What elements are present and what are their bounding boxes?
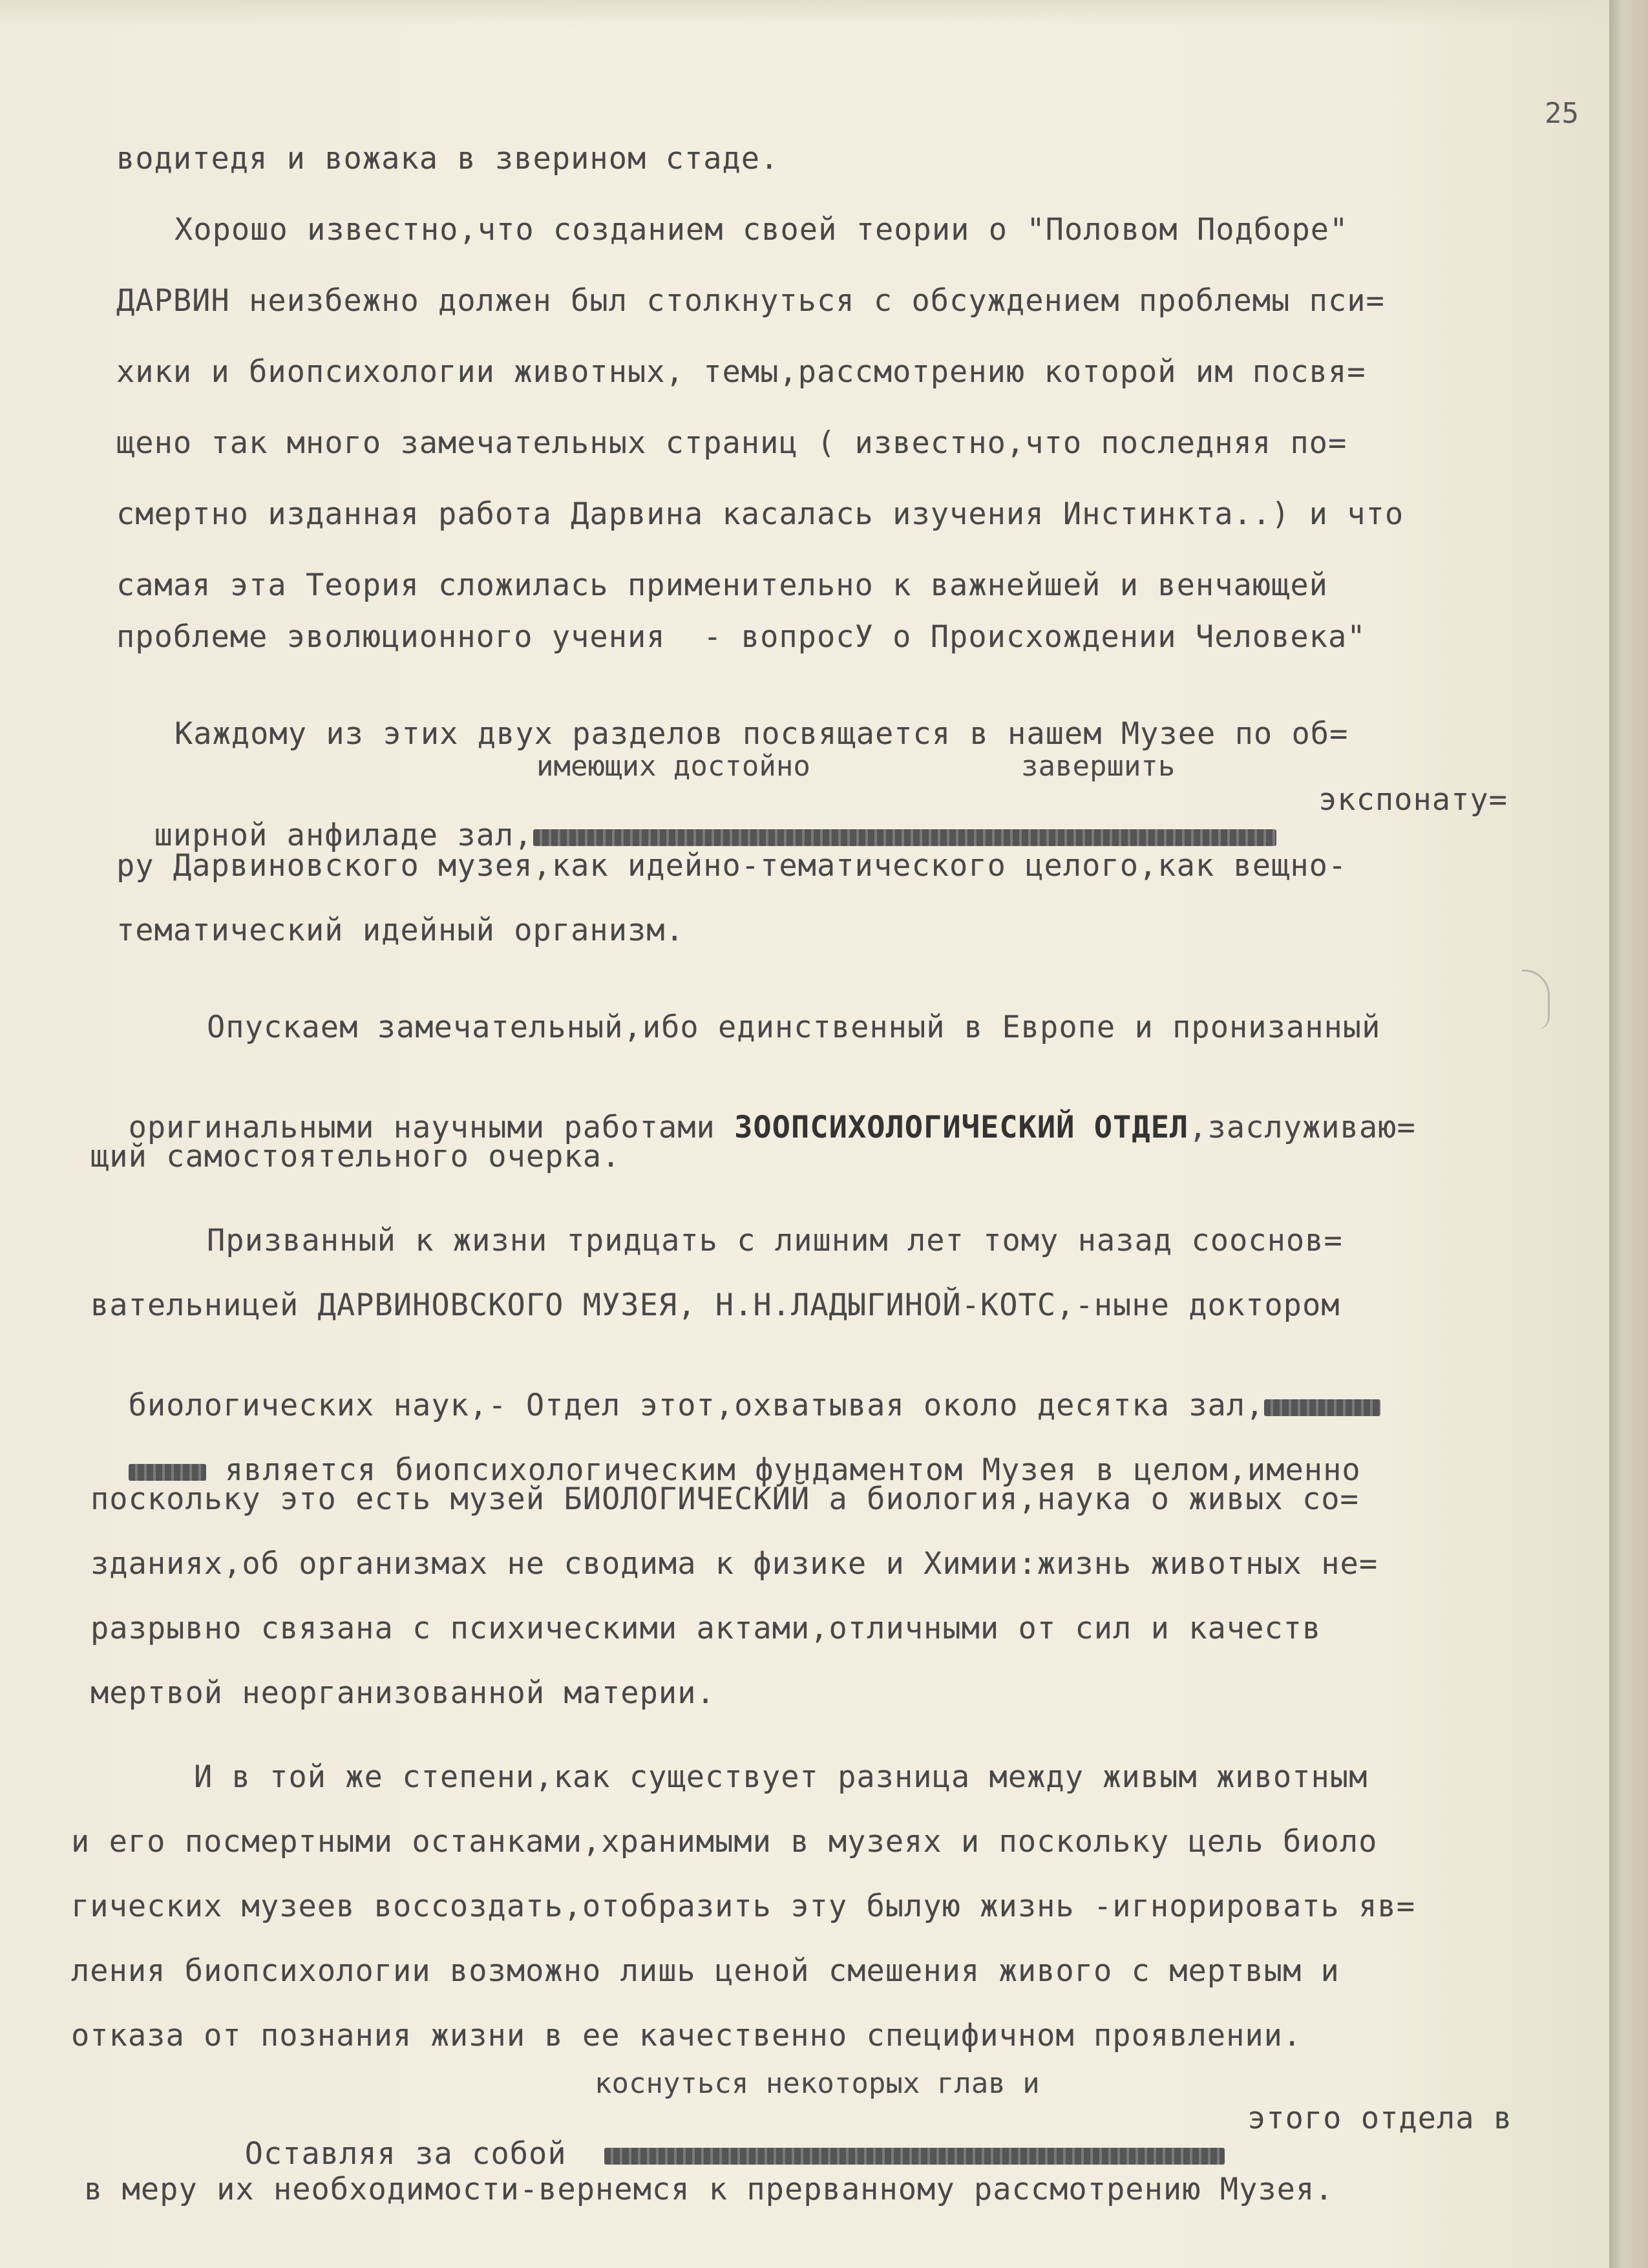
text-line: зданиях,об организмах не сводима к физике и Химии:жизнь животных не= (90, 1546, 1379, 1582)
struck-out-text (604, 2148, 1225, 2165)
text-line: И в той же степени,как существует разница между живым животным (194, 1759, 1368, 1795)
text-line: ру Дарвиновского музея,как идейно-тематического целого,как вещно- (116, 848, 1347, 884)
text-line: поскольку это есть музей БИОЛОГИЧЕСКИЙ а биология,наука о живых со= (90, 1481, 1359, 1517)
handwritten-insertion: имеющих достойно (536, 750, 810, 783)
text-line (90, 1352, 1380, 1423)
text-line: смертно изданная работа Дарвина касалась изучения Инстинкта..) и что (116, 496, 1404, 532)
text-line: мертвой неорганизованной материи. (90, 1675, 715, 1711)
struck-out-text (533, 829, 1276, 846)
struck-out-text (129, 1464, 206, 1481)
text-line: хики и биопсихологии животных, темы,рассмотрению которой им посвя= (116, 354, 1366, 390)
text-line: и его посмертными останками,хранимыми в музеях и поскольку цель биоло (71, 1824, 1378, 1860)
emphasized-text: ЗООПСИХОЛОГИЧЕСКИЙ ОТДЕЛ (734, 1110, 1189, 1145)
text-line: гических музеев воссоздать,отобразить эту былую жизнь -игнорировать яв= (71, 1889, 1416, 1924)
text-segment: ширной анфиладе зал, (154, 818, 533, 853)
page-edge-shadow (1609, 0, 1648, 2268)
text-line: водитедя и вожака в зверином стаде. (116, 141, 779, 176)
text-line: в меру их необходимости-вернемся к прерванному рассмотрению Музея. (84, 2172, 1334, 2207)
text-line (116, 782, 1276, 853)
text-line: проблеме эволюционного учения - вопросУ о Происхождении Человека" (116, 619, 1366, 655)
text-segment: биологических наук,- Отдел этот,охватывая около десятка зал, (128, 1388, 1265, 1423)
page-top-edge (0, 0, 1609, 26)
text-line (90, 1074, 1416, 1145)
text-line: Хорошо известно,что созданием своей теории о "Половом Подборе" (174, 212, 1349, 248)
text-line: отказа от познания жизни в ее качественно специфичном проявлении. (71, 2018, 1302, 2053)
text-line: тематический идейный организм. (116, 913, 684, 948)
text-segment: Оставляя за собой (244, 2136, 567, 2172)
text-line: вательницей ДАРВИНОВСКОГО МУЗЕЯ, Н.Н.ЛАДЫГИНОЙ-КОТС,-ныне доктором (90, 1288, 1340, 1323)
text-line: щено так много замечательных страниц ( известно,что последняя по= (116, 425, 1347, 461)
text-line: Опускаем замечательный,ибо единственный в Европе и пронизанный (207, 1010, 1381, 1045)
struck-out-text (1264, 1399, 1380, 1416)
text-line: разрывно связана с психическими актами,отличными от сил и качеств (90, 1611, 1322, 1646)
text-line: Каждому из этих двух разделов посвящается в нашем Музее по об= (174, 716, 1349, 752)
text-segment: ,заслуживаю= (1188, 1110, 1416, 1145)
text-segment: оригинальными научными работами (128, 1110, 715, 1145)
text-line: ДАРВИН неизбежно должен был столкнуться с обсуждением проблемы пси= (116, 283, 1385, 319)
text-line: самая эта Теория сложилась применительно к важнейшей и венчающей (116, 567, 1328, 603)
text-line-end: этого отдела в (1247, 2101, 1513, 2136)
handwritten-insertion: коснуться некоторых глав и (595, 2067, 1040, 2100)
text-line: Призванный к жизни тридцать с лишним лет тому назад сооснов= (207, 1223, 1343, 1258)
text-line (90, 1417, 1361, 1488)
text-segment: является биопсихологическим фундаментом Музея в целом,именно (224, 1452, 1361, 1488)
text-line-end: экспонату= (1318, 782, 1508, 818)
page-number: 25 (1545, 97, 1579, 130)
handwritten-insertion: завершить (1021, 750, 1176, 783)
text-line (207, 2101, 1225, 2172)
text-line: ления биопсихологии возможно лишь ценой смешения живого с мертвым и (71, 1953, 1340, 1989)
text-line: щий самостоятельного очерка. (90, 1139, 621, 1174)
